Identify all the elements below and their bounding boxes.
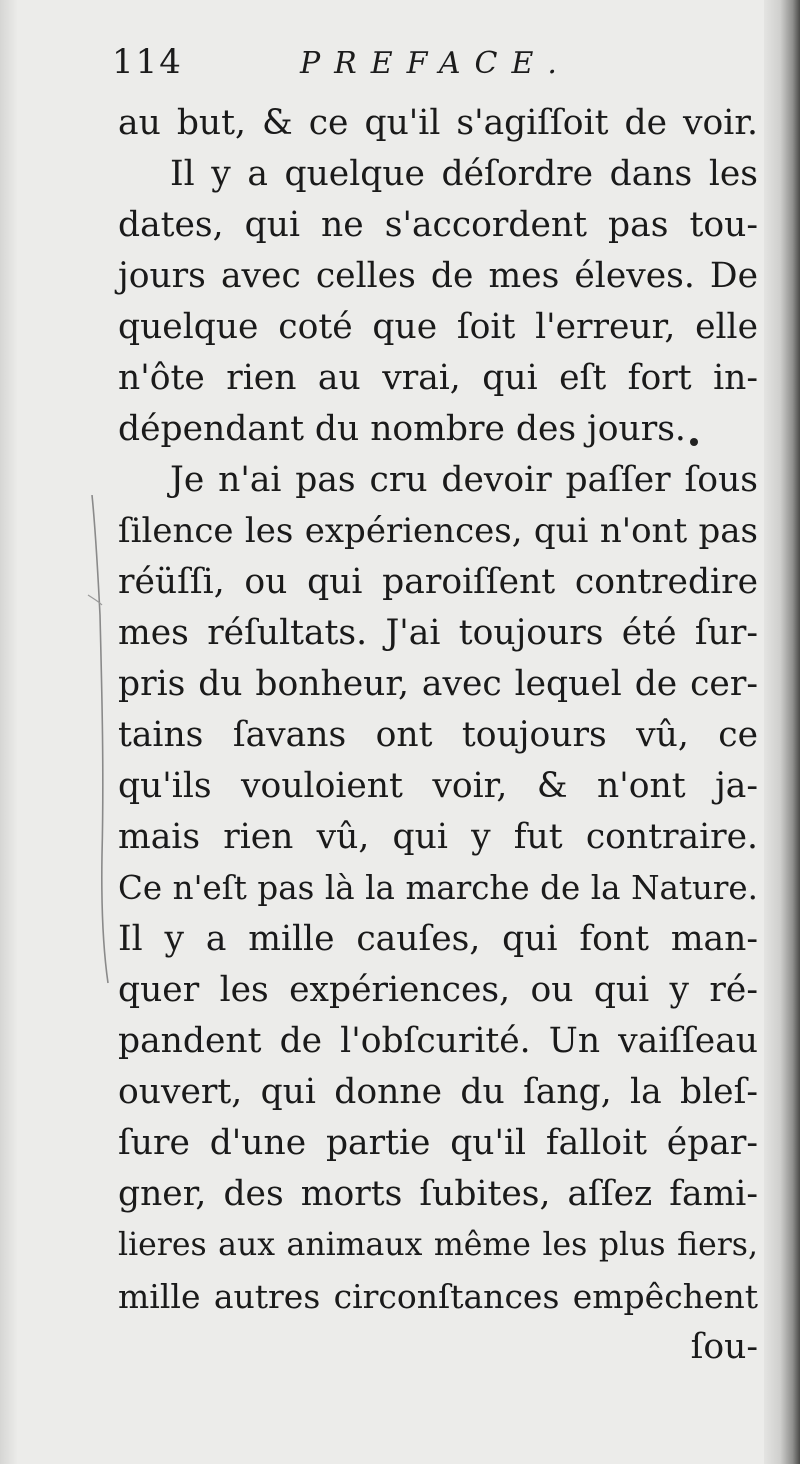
text-line: Je n'ai pas cru devoir paſſer ſous bbox=[170, 460, 758, 500]
body-text bbox=[118, 98, 758, 1373]
text-line: au but, & ce qu'il s'agiſſoit de voir. bbox=[118, 103, 758, 143]
pencil-margin-mark bbox=[86, 495, 112, 985]
text-line: réüſſi, ou qui paroiſſent contredire bbox=[118, 562, 758, 602]
running-head: PREFACE. bbox=[300, 46, 571, 81]
text-line: qu'ils vouloient voir, & n'ont ja- bbox=[118, 766, 758, 806]
text-line: n'ôte rien au vrai, qui eſt fort in- bbox=[118, 358, 758, 398]
text-line: quer les expériences, ou qui y ré- bbox=[118, 970, 758, 1010]
page-edge-shadow bbox=[0, 0, 18, 1464]
text-line: mais rien vû, qui y fut contraire. bbox=[118, 817, 758, 857]
text-line: ſure d'une partie qu'il falloit épar- bbox=[118, 1123, 758, 1163]
text-line: quelque coté que ſoit l'erreur, elle bbox=[118, 307, 758, 347]
binding-gutter bbox=[764, 0, 800, 1464]
text-line: Ce n'eſt pas là la marche de la Nature. bbox=[118, 869, 758, 907]
text-line: pandent de l'obſcurité. Un vaiſſeau bbox=[118, 1021, 758, 1061]
text-line: jours avec celles de mes éleves. De bbox=[118, 256, 758, 296]
text-line: dépendant du nombre des jours. bbox=[118, 409, 686, 449]
text-line: tains ſavans ont toujours vû, ce bbox=[118, 715, 758, 755]
text-line: ouvert, qui donne du ſang, la bleſ- bbox=[118, 1072, 758, 1112]
text-line: mille autres circonſtances empêchent bbox=[118, 1277, 758, 1316]
catchword: ſou- bbox=[690, 1327, 758, 1367]
text-line: Il y a mille cauſes, qui font man- bbox=[118, 919, 758, 959]
text-line: Il y a quelque déſordre dans les bbox=[170, 154, 758, 194]
text-line: ſilence les expériences, qui n'ont pas bbox=[118, 511, 758, 551]
text-line: gner, des morts ſubites, aſſez fami- bbox=[118, 1174, 758, 1214]
page-header bbox=[112, 42, 752, 98]
text-line: mes réſultats. J'ai toujours été ſur- bbox=[118, 613, 758, 653]
page-number: 114 bbox=[112, 42, 183, 82]
text-line: dates, qui ne s'accordent pas tou- bbox=[118, 205, 758, 245]
text-line: pris du bonheur, avec lequel de cer- bbox=[118, 664, 758, 704]
text-line: lieres aux animaux même les plus fiers, bbox=[118, 1227, 758, 1263]
